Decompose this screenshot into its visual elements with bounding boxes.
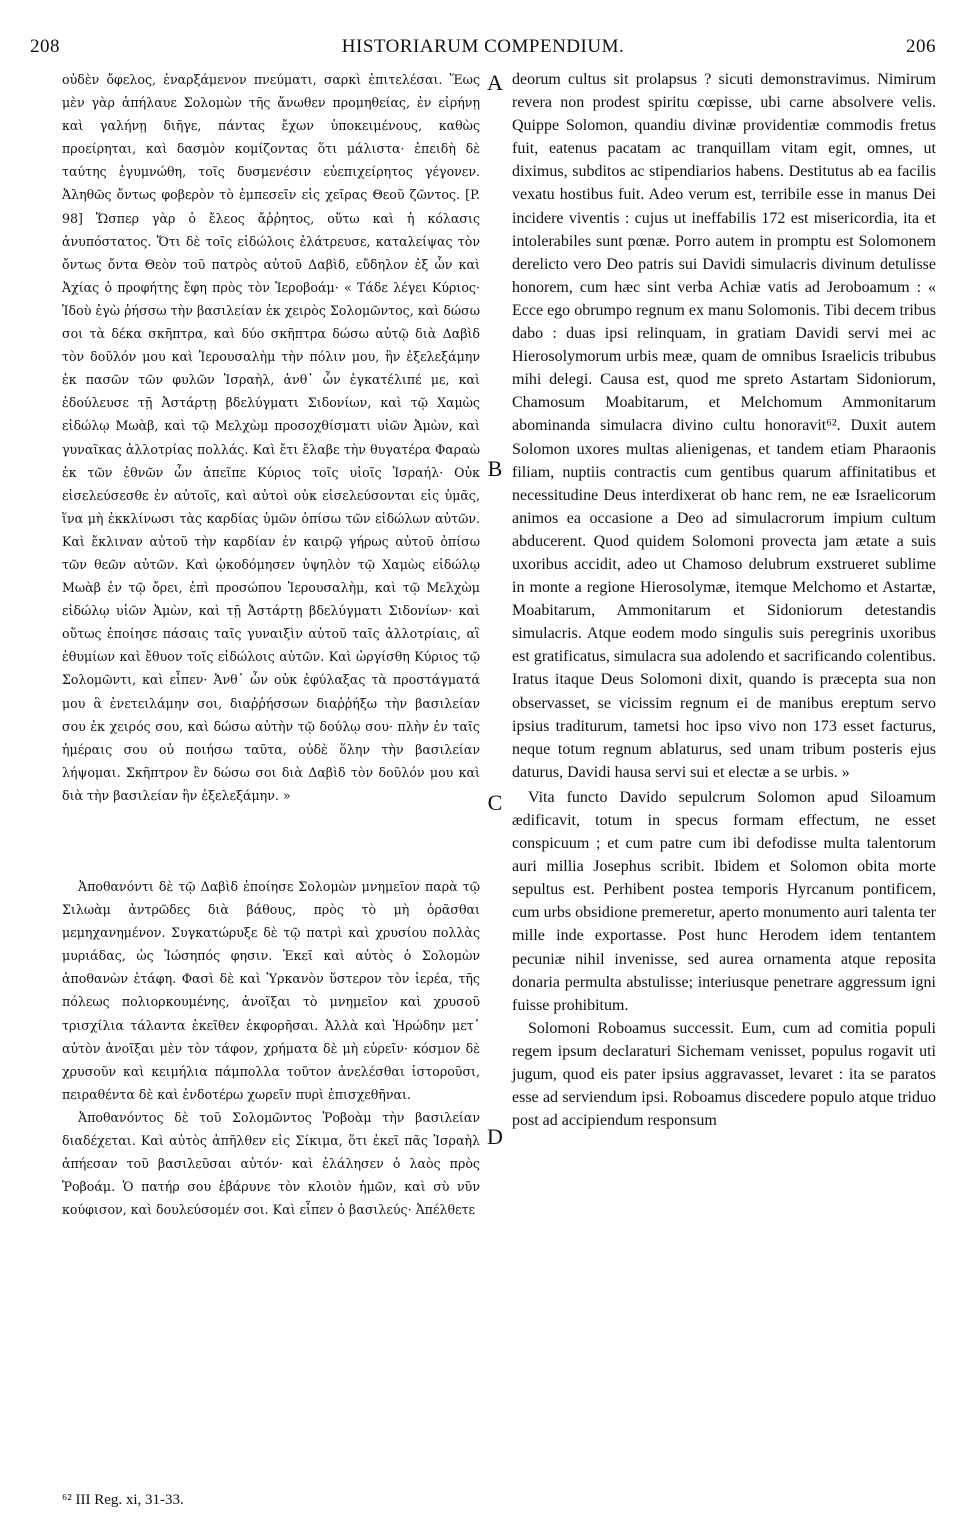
- margin-letter-a: A: [487, 70, 503, 95]
- page-number-left: 208: [30, 36, 60, 57]
- page-header: [30, 36, 936, 60]
- footnote: ⁶² III Reg. xi, 31-33.: [62, 1492, 184, 1508]
- margin-letter-d: D: [487, 1124, 503, 1149]
- latin-column: [512, 68, 936, 1132]
- greek-column: [62, 68, 480, 1221]
- margin-letter-c: C: [487, 790, 503, 815]
- running-title: HISTORIARUM COMPENDIUM.: [341, 36, 625, 57]
- margin-letter-b: B: [487, 456, 503, 481]
- paragraph-gap: [62, 807, 480, 875]
- latin-paragraph: deorum cultus sit prolapsus ? sicuti demonstravimus. Nimirum revera non prodest spiritu cœpisse, ubi carne absolvere velis. Quippe Solomon, quandiu divinæ providentiæ commodis fretus fuit, eatenus pacatam ac tranquillam vitam egit, omnes, ut diximus, subditos ac stipendiarios habens. Destitutus ab ea facilis vexatu hostibus fuit. Adeo verum est, terribile esse in manus Dei incidere viventis : cujus ut ineffabilis 172 est misericordia, ita et intolerabiles sunt pœnæ. Porro autem in promptu est Solomonem derelicto vero Deo patris sui Davidi simulacris divinum detulisse honorem, cum hæc sint verba Achiæ vatis ad Jeroboamum : « Ecce ego obrumpo regnum ex manu Solomonis. Tibi decem tribus dabo : duas ipsi relinquam, in gratiam Davidi servi mei ac Hierosolymorum urbis meæ, quam de omnibus Israelicis tribubus mihi delegi. Causa est, quod me spreto Astartam Sidoniorum, Chamosum Moabitarum, et Melchomum Ammonitarum abominanda simulacra divino cultu honoravit⁶². Duxit autem Solomon uxores multas alienigenas, et tandem etiam Pharaonis filiam, nuptiis contractis cum gentibus quarum affinitatibus et necessitudine Deus interdixerat ob hanc rem, ne eæ Israelicorum animos ea occasione a Deo ad simulacrorum impium cultum abducerent. Quod quidem Solomoni provecta jam ætate a suis uxoribus accidit, adeo ut Chamoso delubrum exstrueret sublime in monte a regione Hierosolymæ, itemque Melchomo et Astartæ, Moabitarum, Ammonitarum et Sidoniorum detestandis simulacris. Atque eodem modo singulis suis peregrinis uxoribus est gratificatus, simulacra sua adolendo et sacrificando colentibus. Iratus itaque Deus Solomoni dixit, quando is præcepta sua non observasset, se vicissim regnum ei de manibus ereptum servo ipsius traditurum, tametsi hoc ipso vivo non 173 esset facturus, neque totum regnum ablaturus, sed unam tribum posteris ejus daturus, Davidi hausa servi sui et electæ a se urbis. »: [512, 71, 936, 781]
- latin-paragraph: Vita functo Davido sepulcrum Solomon apud Siloamum ædificavit, totum in specus formam effectum, ne esset conspicuum ; et cum patre cum ibi defodisse multa talentorum auri millia Josephus scribit. Ibidem et Solomon obita morte sepultus est. Perhibent postea temporis Hyrcanum pontificem, cum urbs obsidione premeretur, aperto monumento auri talenta ter mille inde exportasse. Post hunc Herodem idem tentantem pecuniæ nihil invenisse, sed aurea ornamenta atque reposita donaria permulta abstulisse; interiusque penetrare aggressum igni fuisse prohibitum.: [512, 788, 936, 1014]
- page-number-right: 206: [906, 36, 936, 57]
- greek-paragraph: οὐδὲν ὄφελος, ἐναρξάμενον πνεύματι, σαρκὶ ἐπιτελέσαι. Ἕως μὲν γὰρ ἀπήλαυε Σολομὼν τῆς ἄνωθεν προμηθείας, ἐν εἰρήνῃ καὶ γαλήνῃ διῆγε, πάντας ἔχων ὑποκειμένους, καθὼς προείρηται, καὶ δασμὸν κομίζοντας ὅτι μάλιστα· ἐπειδὴ δὲ ταύτης ἐγυμνώθη, τοῖς δυσμενέσιν εὐεπιχείρητος γέγονεν. Ἀληθῶς ὄντως φοβερὸν τὸ ἐμπεσεῖν εἰς χεῖρας Θεοῦ ζῶντος. [P. 98] Ὥσπερ γὰρ ὁ ἔλεος ἄῤῥητος, οὕτω καὶ ἡ κόλασις ἀνυπόστατος. Ὅτι δὲ τοῖς εἰδώλοις ἐλάτρευσε, καταλείψας τὸν ὄντως ὄντα Θεὸν τοῦ πατρὸς αὐτοῦ Δαβὶδ, εὔδηλον ἐξ ὧν καὶ Ἀχίας ὁ προφήτης ἔφη πρὸς τὸν Ἱεροβοάμ· « Τάδε λέγει Κύριος· Ἰδοὺ ἐγὼ ῥήσσω τὴν βασιλείαν ἐκ χειρὸς Σολομῶντος, καὶ δώσω σοι τὰ δέκα σκῆπτρα, καὶ δύο σκῆπτρα δώσω αὐτῷ διὰ Δαβὶδ τὸν δοῦλόν μου καὶ Ἱερουσαλὴμ τὴν πόλιν μου, ἣν ἐξελεξάμην ἐκ πασῶν τῶν φυλῶν Ἰσραὴλ, ἀνθ᾽ ὧν ἐγκατέλιπέ με, καὶ ἐδούλευσε τῇ Ἀστάρτῃ βδελύγματι Σιδονίων, καὶ τῷ Χαμὼς εἰδώλῳ Μωὰβ, καὶ τῷ Μελχὼμ προσοχθίσματι υἱῶν Ἀμὼν, καὶ γυναῖκας ἀλλοτρίας πολλάς. Καὶ ἔτι ἔλαβε τὴν θυγατέρα Φαραὼ ἐκ τῶν ἐθνῶν ὧν ἀπεῖπε Κύριος τοῖς υἱοῖς Ἰσραήλ· Οὐκ εἰσελεύσεσθε ἐν αὐτοῖς, καὶ αὐτοὶ οὐκ εἰσελεύσονται εἰς ὑμᾶς, ἵνα μὴ ἐκκλίνωσι τὰς καρδίας ὑμῶν ὀπίσω τῶν εἰδώλων αὐτῶν. Καὶ ἔκλιναν αὐτοῦ τὴν καρδίαν ἐν καιρῷ γήρως αὐτοῦ ὀπίσω τῶν θεῶν αὐτῶν. Καὶ ᾠκοδόμησεν ὑψηλὸν τῷ Χαμὼς εἰδώλῳ Μωὰβ ἐν τῷ ὄρει, ἐπὶ προσώπου Ἱερουσαλὴμ, καὶ τῷ Μελχὼμ εἰδώλῳ υἱῶν Ἀμὼν, καὶ τῇ Ἀστάρτῃ βδελύγματι Σιδονίων· καὶ οὕτως ἐποίησε πάσαις ταῖς γυναιξὶν αὐτοῦ ταῖς ἀλλοτρίαις, αἳ ἐθυμίων καὶ ἔθυον τοῖς εἰδώλοις αὐτῶν. Καὶ ὠργίσθη Κύριος τῷ Σολομῶντι, καὶ εἶπεν· Ἀνθ᾽ ὧν οὐκ ἐφύλαξας τὰ προστάγματά μου ἃ ἐνετειλάμην σοι, διαῤῥήσσων διαῤῥήξω τὴν βασιλείαν σου ἐκ χειρός σου, καὶ δώσω αὐτὴν τῷ δούλῳ σου· πλὴν ἐν ταῖς ἡμέραις σου οὐ ποιήσω ταῦτα, οὐδὲ ὅλην τὴν βασιλείαν λήψομαι. Σκῆπτρον ἓν δώσω σοι διὰ Δαβὶδ τὸν δοῦλόν μου καὶ διὰ τὴν βασιλείαν ἣν ἐξελεξάμην. »: [62, 72, 480, 803]
- greek-paragraph: Ἀποθανόντος δὲ τοῦ Σολομῶντος Ῥοβοὰμ τὴν βασιλείαν διαδέχεται. Καὶ αὐτὸς ἀπῆλθεν εἰς Σίκιμα, ὅτι ἐκεῖ πᾶς Ἰσραὴλ ἀπήεσαν τοῦ βασιλεῦσαι αὐτόν· καὶ ἐλάλησεν ὁ λαὸς πρὸς Ῥοβοάμ. Ὁ πατήρ σου ἐβάρυνε τὸν κλοιὸν ἡμῶν, καὶ σὺ νῦν κούφισον, καὶ δουλεύσομέν σοι. Καὶ εἶπεν ὁ βασιλεύς· Ἀπέλθετε: [62, 1109, 480, 1218]
- greek-paragraph: Ἀποθανόντι δὲ τῷ Δαβὶδ ἐποίησε Σολομὼν μνημεῖον παρὰ τῷ Σιλωὰμ ἀντρῶδες διὰ βάθους, πρὸς τὸ μὴ ὁρᾶσθαι μεμηχανημένον. Συγκατώρυξε δὲ τῷ πατρὶ καὶ χρυσίου πολλὰς μυριάδας, ὡς Ἰώσηπός φησιν. Ἐκεῖ καὶ αὐτὸς ὁ Σολομὼν ἀποθανὼν ἐτάφη. Φασὶ δὲ καὶ Ὑρκανὸν ὕστερον τὸν ἱερέα, τῆς πόλεως πολιορκουμένης, ἀνοῖξαι τὸ μνημεῖον καὶ χρυσοῦ τρισχίλια τάλαντα ἐκεῖθεν ἐκφορῆσαι. Ἀλλὰ καὶ Ἡρώδην μετ᾽ αὐτὸν ἀνοῖξαι μὲν τὸν τάφον, χρήματα δὲ μὴ εὑρεῖν· κόσμον δὲ χρυσοῦν καὶ κειμήλια πάμπολλα τοῦτον ἀνελέσθαι ἱστοροῦσι, πειραθέντα δὲ καὶ ἐνδοτέρω χωρεῖν πυρὶ ἐπισχεθῆναι.: [62, 879, 480, 1102]
- latin-paragraph: Solomoni Roboamus successit. Eum, cum ad comitia populi regem ipsum declaraturi Sichemam venisset, populus rogavit uti jugum, quod eis pater ipsius aggravasset, levaret : ita se paratos esse ad serviendum ipsi. Roboamus discedere populo atque triduo post ad accipiendum responsum: [512, 1019, 936, 1130]
